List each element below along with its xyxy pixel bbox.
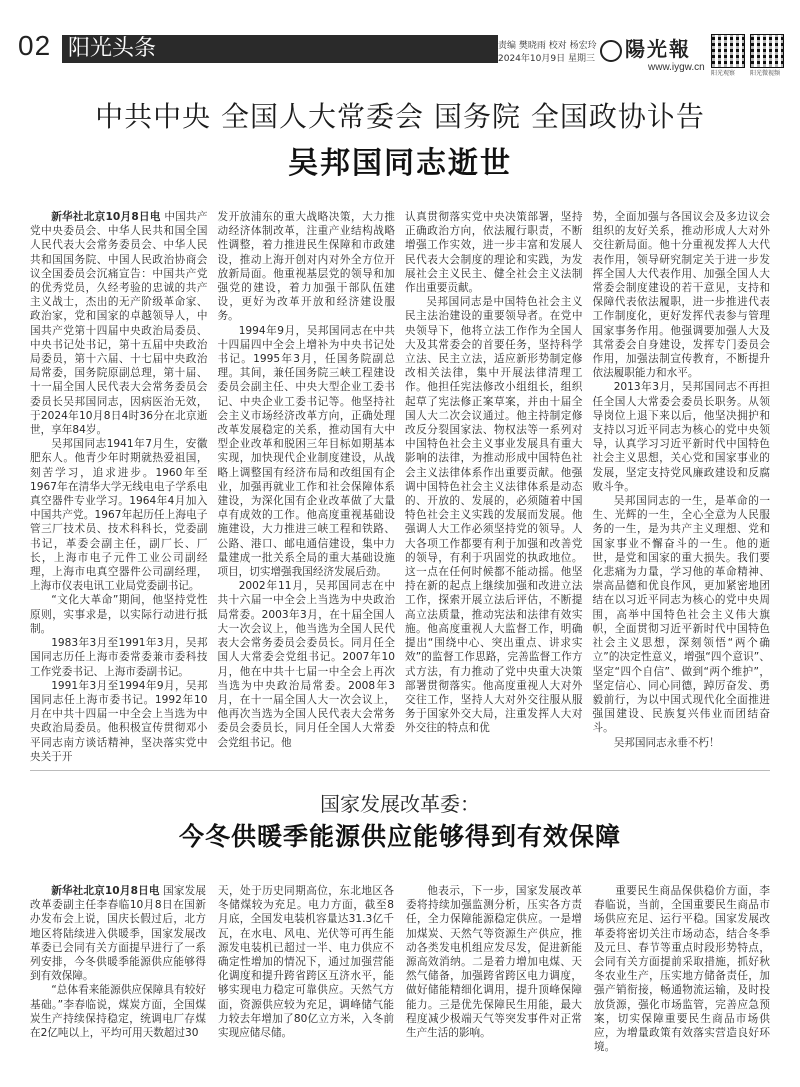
article1-headline-top: 中共中央 全国人大常委会 国务院 全国政协讣告 [95,100,705,133]
page-number: 02 [18,30,52,61]
article2-col-2 [218,884,394,1084]
qr-code-icon[interactable] [711,34,745,68]
paragraph: 发开放浦东的重大战略决策，大力推动经济体制改革，注重产业结构战略性调整，着力推进民生保障和市政建设，推动上海开创对内对外全方位开放新局面。他重视基层党的领导和加强党的建设，着力加强干部队伍建设，更好为改革开放和经济建设服务。 [217,211,395,323]
paragraph: 2002年11月，吴邦国同志在中共十六届一中全会上当选为中央政治局常委。2003年3月，在十届全国人大一次会议上，他当选为全国人民代表大会常务委员会委员长。同月任全国人大常委会党组书记。2007年10月，他在中共十七届一中全会上再次当选为中央政治局常委。2008年3月，在十一届全国人大一次会议上，他再次当选为全国人民代表大会常务委员会委员长，同月任全国人大常委会党组书记。他 [217,580,395,749]
date-line: 2024年10月9日 星期三 [498,54,595,64]
editor-meta [498,40,597,66]
newspaper-logo [600,33,691,62]
qr-code-icon[interactable] [750,34,784,68]
article2-headline-top: 国家发展改革委： [320,792,480,816]
paragraph: 认真贯彻落实党中央决策部署，坚持正确政治方向，依法履行职责，不断增强工作实效，进一步丰富和发展人民代表大会制度的理论和实践，为发展社会主义民主、健全社会主义法制作出重要贡献。 [405,211,583,295]
section-divider [30,770,770,771]
paragraph: 1983年3月至1991年3月，吴邦国同志历任上海市委常委兼市委科技工作党委书记、上海市委副书记。 [30,637,208,678]
article1-body [30,210,770,763]
article1-col-3 [405,210,583,750]
article1-col-1 [30,210,208,763]
article1-col-4 [593,210,771,750]
article2-col-3 [406,884,582,1084]
paragraph: 天，处于历史同期高位，东北地区各冬储煤较为充足。电力方面，截至8月底，全国发电装机容量达31.3亿千瓦，在水电、风电、光伏等可再生能源发电装机已超过一半、电力供应不确定性增加的情况下，通过加强营能化调度和提升跨省跨区互济水平，能够实现电力稳定可靠供应。天然气方面，资源供应较为充足，调峰储气能力较去年增加了80亿立方米，入冬前实现应储尽储。 [218,885,394,1040]
article2-body [30,884,770,1084]
paragraph: 新华社北京10月8日电 国家发展改革委副主任李春临10月8日在国新办发布会上说，国庆长假过后，北方地区将陆续进入供暖季，国家发展改革委已会同有关方面提早进行了一系列安排，今冬供暖季能源供应能够得到有效保障。 [30,885,206,983]
paragraph: “文化大革命”期间，他坚持党性原则，实事求是，以实际行动进行抵制。 [30,594,208,635]
qr-label: 阳光观察 [711,70,736,77]
section-title: 阳光头条 [62,35,498,63]
website-url[interactable]: www.iygw.cn [648,62,705,73]
article1-col-2 [218,210,396,750]
article1-headline: 吴邦国同志逝世 [288,146,512,181]
article2-col-1 [30,884,206,1084]
paragraph: 势，全面加强与各国议会及多边议会组织的友好关系，推动形成人大对外交往新局面。他十分重视发挥人大代表作用，领导研究制定关于进一步发挥全国人大代表作用、加强全国人大常委会制度建设的若干意见，支持和保障代表依法履职，进一步推进代表工作制度化，更好发挥代表参与管理国家事务作用。他强调要加强人大及其常委会自身建设，发挥专门委员会作用，加强法制宣传教育，不断提升依法履职能力和水平。 [592,211,770,380]
article2-headline: 今冬供暖季能源供应能够得到有效保障 [178,822,621,851]
paragraph: 重要民生商品保供稳价方面，李春临说，当前，全国重要民生商品市场供应充足、运行平稳。国家发展改革委将密切关注市场动态，结合冬季及元旦、春节等重点时段形势特点，会同有关方面提前采取措施，抓好秋冬农业生产，压实地方储备责任，加强产销衔接，畅通物流运输，及时投放货源，强化市场监管，完善应急预案，切实保障重要民生商品市场供应，为增量政策有效落实营造良好环境。 [594,885,770,1054]
qr-label: 阳光微视频 [750,70,781,77]
article2-col-4 [594,884,770,1084]
dateline: 新华社北京10月8日电 [51,885,160,897]
paragraph: 1994年9月，吴邦国同志在中共十四届四中全会上增补为中央书记处书记。1995年3月，任国务院副总理。其间，兼任国务院三峡工程建设委员会副主任、中央大型企业工委书记、中央企业工委书记等。他坚持社会主义市场经济改革方向，正确处理改革发展稳定的关系，推动国有大中型企业改革和脱困三年目标如期基本实现，加快现代企业制度建设，从战略上调整国有经济布局和改组国有企业，加强再就业工作和社会保障体系建设，为深化国有企业改革做了大量卓有成效的工作。他高度重视基础设施建设，大力推进三峡工程和铁路、公路、港口、邮电通信建设，集中力量建成一批关系全局的重大基础设施项目，切实增强我国经济发展后劲。 [217,324,395,579]
logo-text: 陽光報 [625,37,691,61]
paragraph: 吴邦国同志是中国特色社会主义民主法治建设的重要领导者。在党中央领导下，他将立法工作作为全国人大及其常委会的首要任务，坚持科学立法、民主立法，适应新形势制定修改相关法律，集中开展法律清理工作。他担任宪法修改小组组长，组织起草了宪法修正案草案，并由十届全国人大二次会议通过。他主持制定修改反分裂国家法、物权法等一系列对中国特色社会主义事业发展具有重大影响的法律，为推动形成中国特色社会主义法律体系作出重要贡献。他强调中国特色社会主义法律体系是动态的、开放的、发展的，必须随着中国特色社会主义实践的发展而发展。他强调人大工作必须坚持党的领导。人大各项工作都要有利于加强和改善党的领导，有利于巩固党的执政地位。这一点在任何时候都不能动摇。他坚持在新的起点上继续加强和改进立法工作，探索开展立法后评估，不断提高立法质量，推动宪法和法律有效实施。他高度重视人大监督工作，明确提出“围绕中心、突出重点、讲求实效”的监督工作思路，完善监督工作方式方法，有力推动了党中央重大决策部署贯彻落实。他高度重视人大对外交往工作，坚持人大对外交往服从服务于国家外交大局，注重发挥人大对外交往的特点和优 [405,296,583,735]
paragraph: 新华社北京10月8日电 中国共产党中央委员会、中华人民共和国全国人民代表大会常务委员会、中华人民共和国国务院、中国人民政治协商会议全国委员会沉痛宣告：中国共产党的优秀党员，久经考验的忠诚的共产主义战士，杰出的无产阶级革命家、政治家，党和国家的卓越领导人，中国共产党第十四届中央政治局委员、中央书记处书记，第十五届中央政治局委员，第十六届、十七届中央政治局常委，国务院原副总理，第十届、十一届全国人民代表大会常务委员会委员长吴邦国同志，因病医治无效，于2024年10月8日4时36分在北京逝世，享年84岁。 [30,211,208,437]
paragraph: 吴邦国同志永垂不朽！ [613,736,720,749]
paragraph: 2013年3月，吴邦国同志不再担任全国人大常委会委员长职务。从领导岗位上退下来以后，他坚决拥护和支持以习近平同志为核心的党中央领导，认真学习习近平新时代中国特色社会主义思想，关心党和国家事业的发展，坚定支持党风廉政建设和反腐败斗争。 [592,381,770,493]
dateline: 新华社北京10月8日电 [51,211,161,223]
paragraph: 吴邦国同志1941年7月生，安徽肥东人。他青少年时期就热爱祖国，刻苦学习，追求进步。1960年至1967年在清华大学无线电电子学系电真空器件专业学习。1964年4月加入中国共产党。1967年起历任上海电子管三厂技术员、技术科科长，党委副书记，革委会副主任，副厂长、厂长，上海市电子元件工业公司副经理，上海市电真空器件公司副经理，上海市仪表电讯工业局党委副书记。 [30,438,208,593]
page-header [0,0,800,80]
sun-icon [600,40,622,62]
paragraph: “总体看来能源供应保障具有较好基础。”李春临说，煤炭方面，全国煤炭生产持续保持稳定，统调电厂存煤在2亿吨以上，平均可用天数超过30 [30,984,206,1040]
paragraph: 他表示，下一步，国家发展改革委将持续加强监测分析，压实各方责任，全力保障能源稳定供应。一是增加煤炭、天然气等资源生产供应，推动各类发电机组应发尽发，促进新能源高效消纳。二是着力增加电煤、天然气储备，加强跨省跨区电力调度，做好储能精细化调用，提升顶峰保障能力。三是优先保障民生用能，最大程度减少极端天气等突发事件对正常生产生活的影响。 [406,885,582,1040]
paragraph: 1991年3月至1994年9月，吴邦国同志任上海市委书记。1992年10月在中共十四届一中全会上当选为中央政治局委员。他积极宣传贯彻邓小平同志南方谈话精神，坚决落实党中央关于开 [30,679,208,763]
paragraph: 吴邦国同志的一生，是革命的一生、光辉的一生，全心全意为人民服务的一生，是为共产主义理想、党和国家事业不懈奋斗的一生。他的逝世，是党和国家的重大损失。我们要化悲痛为力量，学习他的革命精神、崇高品德和优良作风，更加紧密地团结在以习近平同志为核心的党中央周围，高举中国特色社会主义伟大旗帜，全面贯彻习近平新时代中国特色社会主义思想，深刻领悟“两个确立”的决定性意义，增强“四个意识”、坚定“四个自信”、做到“两个维护”，坚定信心、同心同德，踔厉奋发、勇毅前行，为以中国式现代化全面推进强国建设、民族复兴伟业而团结奋斗。 [592,495,770,735]
editor-line: 责编 樊晓雨 校对 杨宏玲 [498,41,597,51]
